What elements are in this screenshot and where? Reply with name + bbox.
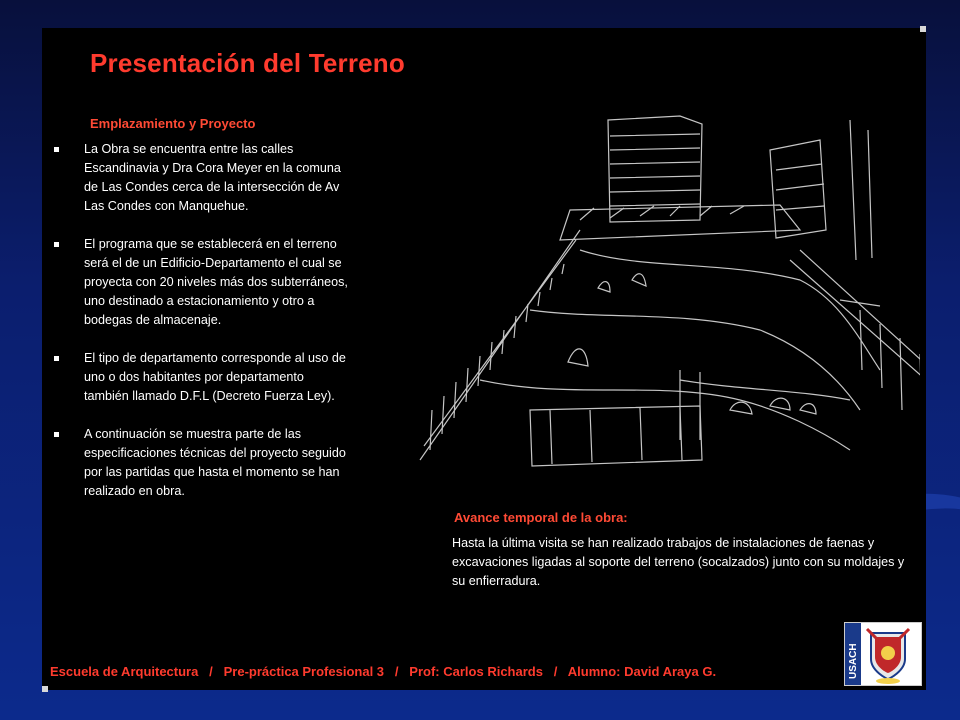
site-sketch-image: [380, 110, 920, 490]
bullet-icon: [54, 242, 59, 247]
bullet-icon: [54, 356, 59, 361]
avance-text: Hasta la última visita se han realizado trabajos de instalaciones de faenas y excavaciones ligadas al soporte del terreno (socalzados) junto con su moldajes y su enfierradura.: [452, 536, 905, 588]
svg-text:USACH: USACH: [848, 643, 859, 679]
bullet-text: El programa que se establecerá en el terreno será el de un Edificio-Departamento el cual se proyecta con 20 niveles más dos subterráneos, uno destinado a estacionamiento y otro a bodegas de almacenaje.: [84, 237, 348, 327]
footer-credits: Escuela de Arquitectura / Pre-práctica Profesional 3 / Prof: Carlos Richards / Alumno: David Araya G.: [50, 664, 717, 679]
corner-marker: [920, 26, 926, 32]
avance-heading: Avance temporal de la obra:: [454, 510, 628, 525]
slide-title: Presentación del Terreno: [90, 48, 405, 78]
corner-marker: [42, 686, 48, 692]
bullet-list: [50, 140, 350, 520]
list-item: [50, 235, 350, 330]
university-logo: [844, 622, 922, 686]
section-heading: Emplazamiento y Proyecto: [90, 116, 256, 131]
list-item: [50, 349, 350, 406]
list-item: [50, 425, 350, 501]
list-item: [50, 140, 350, 216]
bullet-text: El tipo de departamento corresponde al uso de uno o dos habitantes por departamento también llamado D.F.L (Decreto Fuerza Ley).: [84, 351, 346, 403]
slide-panel: [42, 28, 926, 690]
university-crest-icon: [845, 623, 921, 685]
bullet-icon: [54, 147, 59, 152]
bullet-text: La Obra se encuentra entre las calles Escandinavia y Dra Cora Meyer en la comuna de Las Condes cerca de la intersección de Av Las Condes con Manquehue.: [84, 142, 341, 213]
bullet-icon: [54, 432, 59, 437]
bullet-text: A continuación se muestra parte de las especificaciones técnicas del proyecto seguido por las partidas que hasta el momento se han realizado en obra.: [84, 427, 346, 498]
